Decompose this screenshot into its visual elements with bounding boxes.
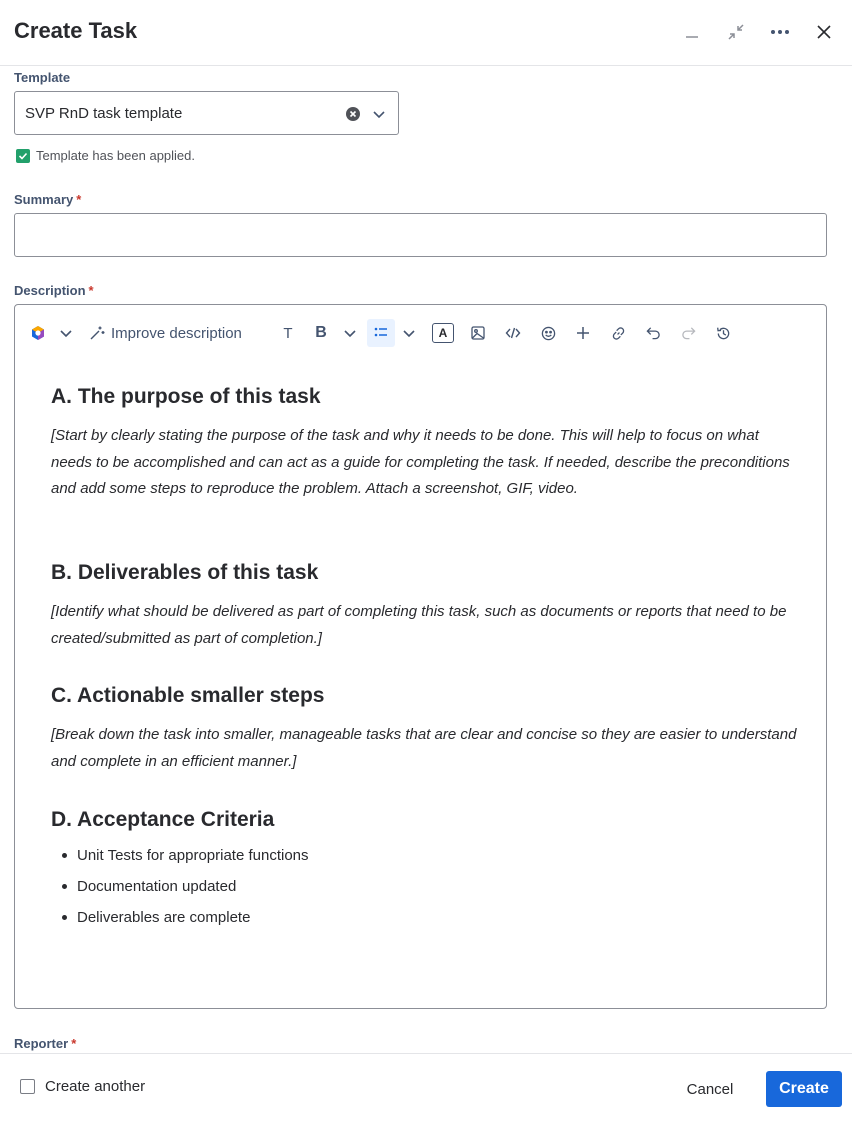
bullet-list-icon — [373, 325, 389, 341]
chevron-down-icon — [371, 106, 387, 122]
create-button[interactable]: Create — [766, 1071, 842, 1107]
emoji-button[interactable] — [537, 319, 559, 347]
code-icon — [505, 326, 521, 340]
cancel-button[interactable]: Cancel — [686, 1080, 734, 1098]
template-dropdown-button[interactable] — [371, 106, 387, 122]
dialog-header — [0, 0, 852, 66]
bold-button[interactable] — [310, 319, 332, 347]
undo-icon — [646, 326, 661, 340]
section-deliverables — [51, 559, 801, 652]
bullet-list-button[interactable] — [367, 319, 395, 347]
link-button[interactable] — [607, 319, 629, 347]
template-applied-text: Template has been applied. — [36, 148, 196, 163]
section-acceptance — [51, 806, 801, 933]
create-another-checkbox[interactable] — [20, 1079, 35, 1094]
insert-image-button[interactable] — [467, 319, 489, 347]
text-style-button[interactable] — [277, 319, 299, 347]
summary-label — [14, 192, 81, 207]
create-another-label[interactable]: Create another — [45, 1078, 146, 1095]
ai-button[interactable] — [27, 319, 49, 347]
dialog-title: Create Task — [14, 18, 138, 43]
text-style-icon: T — [283, 324, 293, 342]
template-applied-message — [16, 148, 195, 163]
section-heading: A. The purpose of this task — [51, 385, 321, 408]
section-heading: C. Actionable smaller steps — [51, 684, 325, 707]
clear-icon — [345, 106, 361, 122]
section-body: [Start by clearly stating the purpose of the task and why it needs to be done. This will help to focus on what needs to be accomplished and can act as a guide for completing the task. If needed, describe the preconditions and add some steps to reproduce the problem. Attach a screenshot, GIF, video. — [51, 427, 790, 497]
clear-template-button[interactable] — [345, 106, 361, 122]
redo-button[interactable] — [677, 319, 699, 347]
section-steps — [51, 682, 801, 775]
chevron-down-icon — [402, 326, 416, 340]
reporter-label-text: Reporter — [14, 1036, 69, 1051]
list-item — [51, 902, 801, 933]
minimize-icon — [684, 24, 700, 40]
more-icon — [770, 29, 790, 35]
section-heading: B. Deliverables of this task — [51, 561, 319, 584]
image-icon — [471, 326, 485, 340]
required-mark: * — [71, 1036, 77, 1051]
history-button[interactable] — [712, 319, 734, 347]
list-item — [51, 840, 801, 871]
text-color-button[interactable] — [431, 319, 455, 347]
template-select[interactable] — [14, 91, 399, 135]
section-heading: D. Acceptance Criteria — [51, 808, 275, 831]
summary-input[interactable] — [14, 213, 827, 257]
close-button[interactable] — [810, 18, 838, 46]
list-item-text: Documentation updated — [77, 878, 237, 895]
bold-icon: B — [315, 324, 327, 341]
improve-description-label: Improve description — [111, 324, 242, 342]
section-purpose — [51, 383, 801, 503]
more-actions-button[interactable] — [766, 18, 794, 46]
collapse-icon — [727, 23, 745, 41]
description-label-text: Description — [14, 283, 86, 298]
list-options-button[interactable] — [399, 319, 419, 347]
chevron-down-icon — [343, 326, 357, 340]
collapse-button[interactable] — [722, 18, 750, 46]
required-mark: * — [76, 192, 82, 207]
list-item-text: Deliverables are complete — [77, 909, 251, 926]
summary-label-text: Summary — [14, 192, 74, 207]
section-body: [Identify what should be delivered as part of completing this task, such as documents or reports that need to be created/submitted as part of completion.] — [51, 603, 787, 647]
undo-button[interactable] — [642, 319, 664, 347]
plus-icon — [576, 326, 590, 340]
required-mark: * — [88, 283, 94, 298]
section-body: [Break down the task into smaller, manageable tasks that are clear and concise so they are easier to understand and complete in an efficient manner.] — [51, 726, 797, 770]
description-editor[interactable] — [14, 304, 827, 1009]
history-icon — [716, 326, 731, 341]
more-formatting-button[interactable] — [340, 319, 360, 347]
list-item-text: Unit Tests for appropriate functions — [77, 847, 309, 864]
emoji-icon — [541, 326, 556, 341]
redo-icon — [681, 326, 696, 340]
description-label — [14, 283, 94, 298]
improve-description-button[interactable] — [89, 319, 265, 347]
code-button[interactable] — [502, 319, 524, 347]
ai-icon — [30, 325, 46, 341]
reporter-label — [14, 1036, 76, 1051]
minimize-button[interactable] — [678, 18, 706, 46]
text-color-icon: A — [432, 323, 454, 343]
insert-button[interactable] — [572, 319, 594, 347]
template-label: Template — [14, 70, 71, 85]
chevron-down-icon — [59, 326, 73, 340]
ai-menu-button[interactable] — [55, 319, 77, 347]
link-icon — [611, 326, 626, 341]
editor-toolbar — [15, 305, 826, 359]
magic-wand-icon — [89, 325, 105, 341]
template-select-value: SVP RnD task template — [25, 105, 183, 122]
dialog-footer — [0, 1053, 852, 1121]
check-icon — [16, 149, 30, 163]
close-icon — [817, 25, 831, 39]
list-item — [51, 871, 801, 902]
